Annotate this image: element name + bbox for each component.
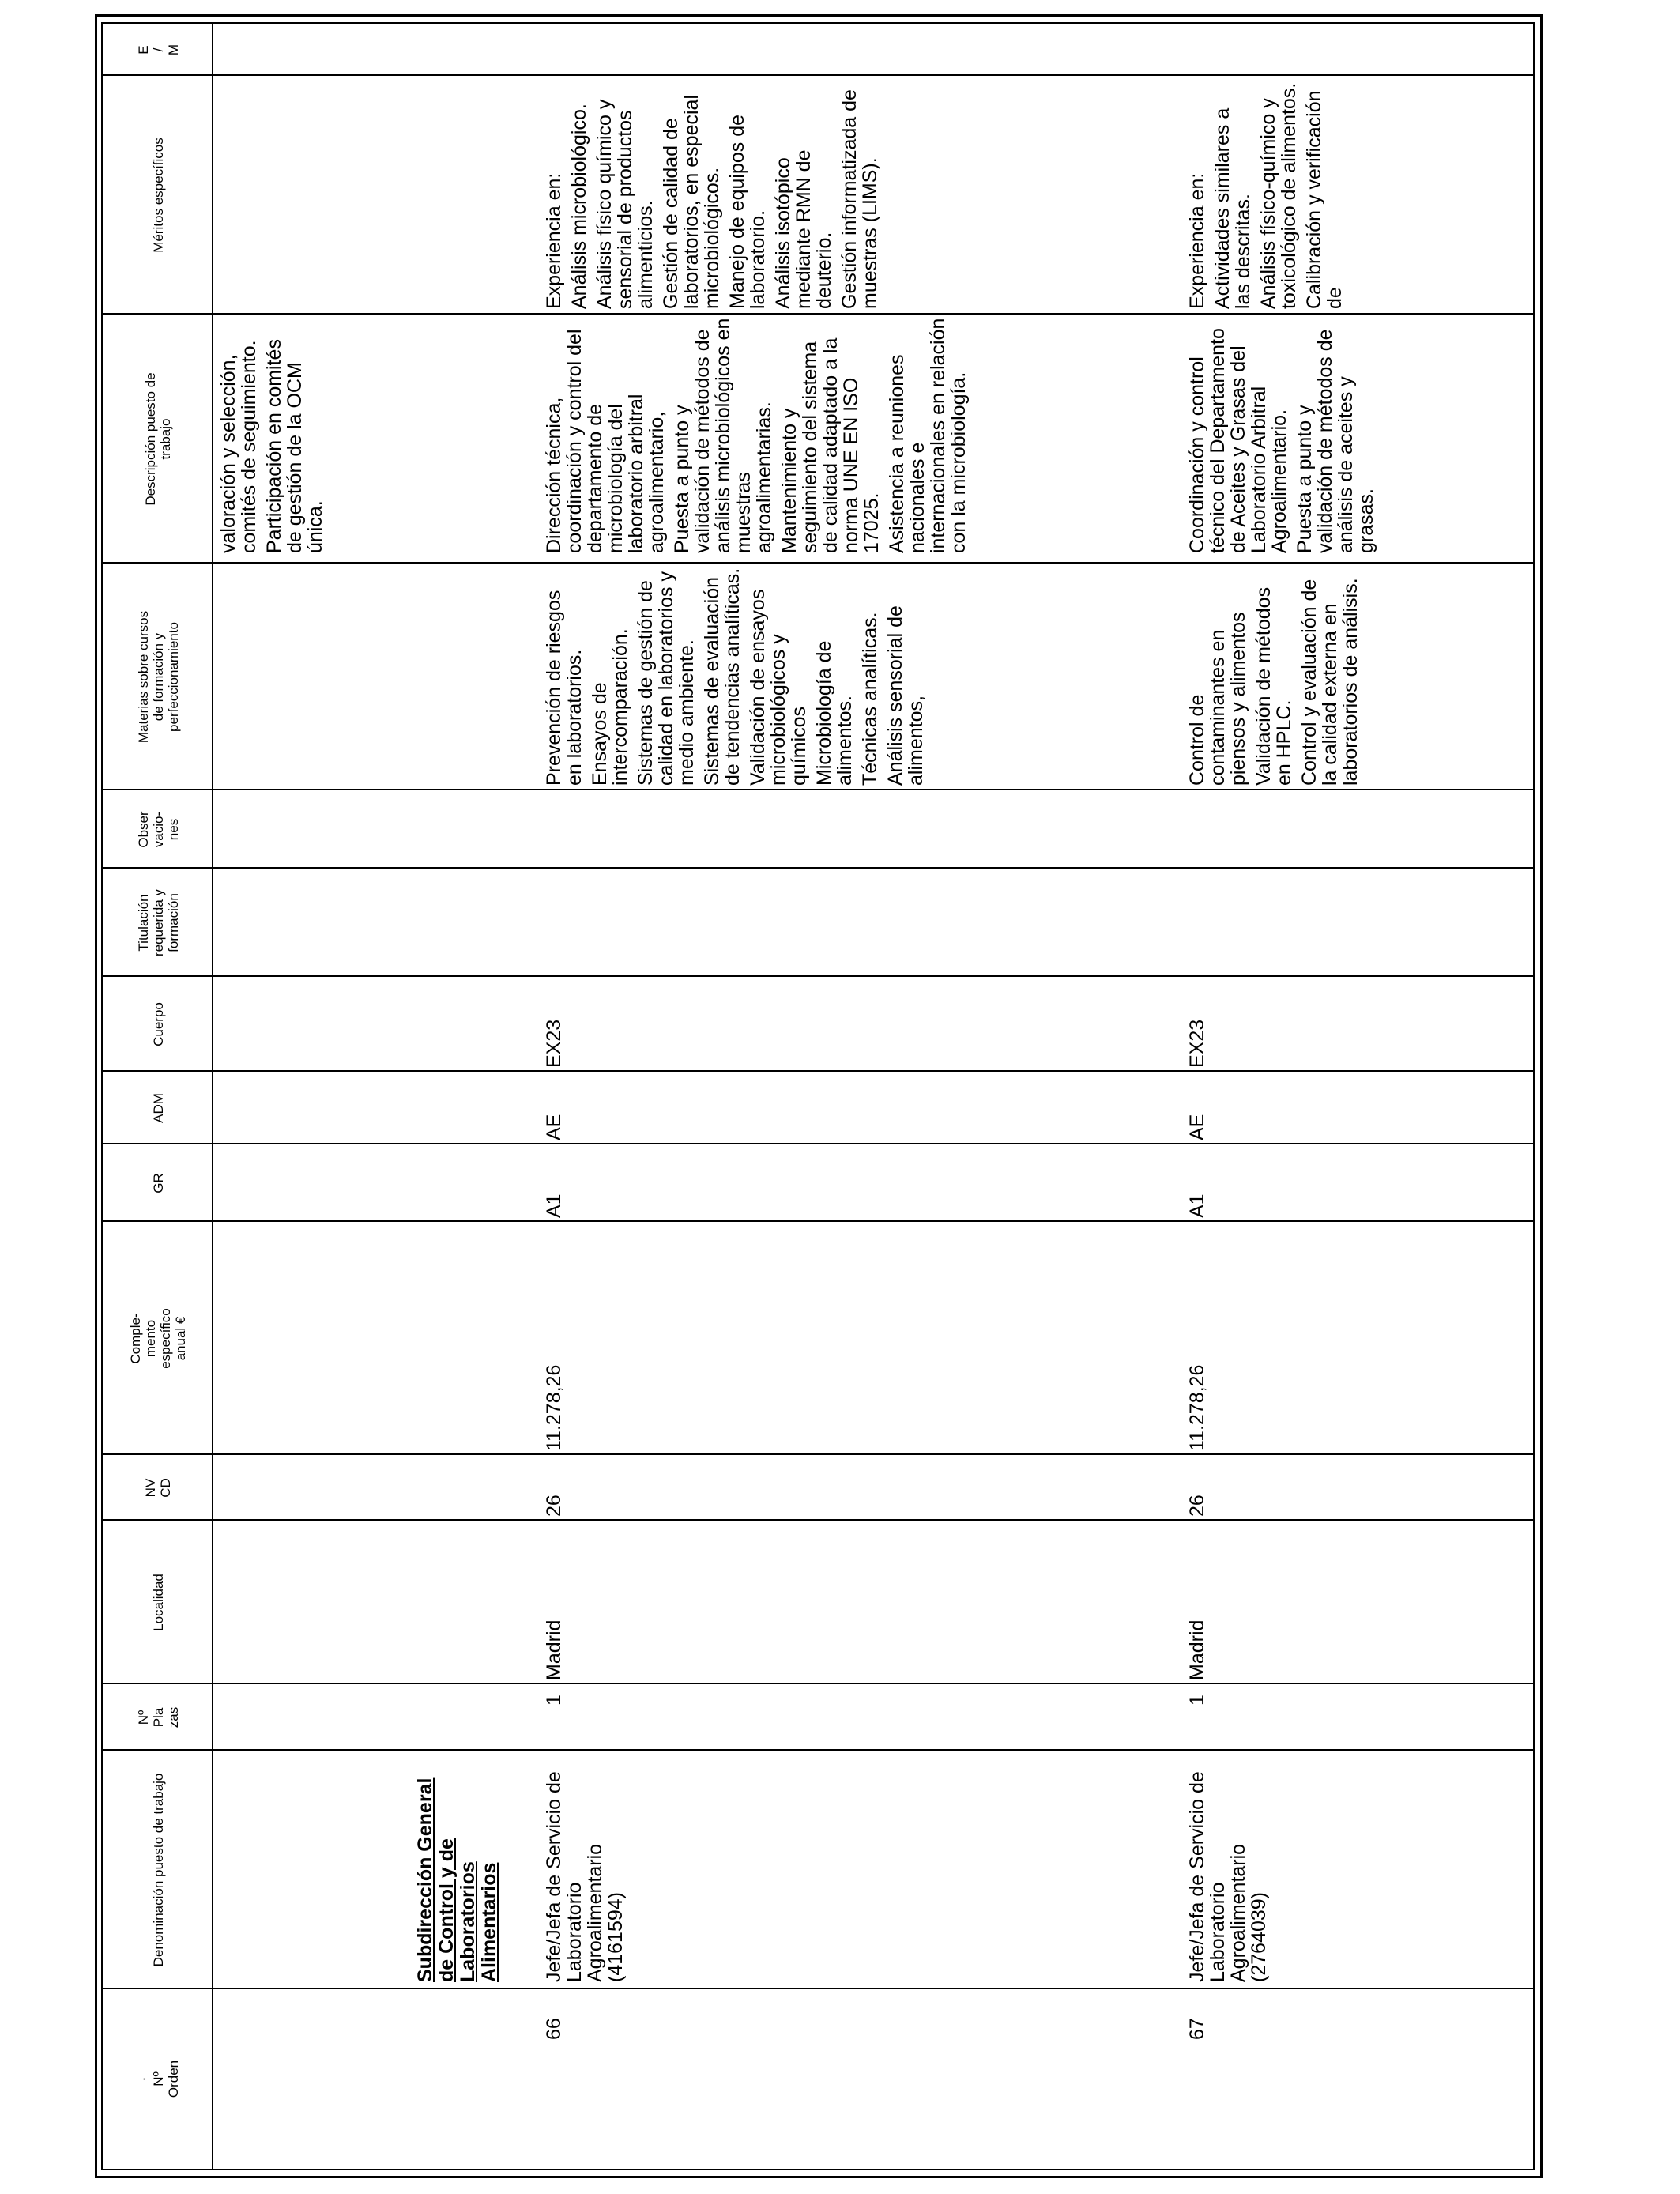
- column-divider: [103, 313, 1533, 315]
- merito-item: Calibración y verificación de: [1303, 90, 1346, 309]
- row67-denominacion: Jefe/Jefa de Servicio de Laboratorio Agroalimentario (2764039): [1186, 1771, 1270, 1982]
- header-descripcion: Descripción puesto de trabajo: [143, 372, 173, 506]
- merito-item: Experiencia en:: [1186, 172, 1208, 309]
- header-materias: Materias sobre cursos de formación y perfeccionamiento: [135, 610, 181, 744]
- merito-item: Gestión de calidad de laboratorios, en especial microbiológicos.: [660, 95, 723, 309]
- column-divider: [103, 1143, 1533, 1144]
- row67-materias: [1187, 566, 1365, 786]
- descripcion-item: Mantenimiento y seguimiento del sistema de calidad adaptado a la norma UNE EN ISO 17025.: [778, 337, 883, 553]
- row67-plazas: 1: [1186, 1695, 1208, 1706]
- descripcion-item: Puesta a punto y validación de métodos de análisis de aceites y grasas.: [1294, 329, 1377, 553]
- materia-item: Sistemas de evaluación de tendencias analíticas.: [701, 567, 744, 786]
- merito-item: Manejo de equipos de laboratorio.: [726, 114, 769, 309]
- merito-item: Análisis isotópico mediante RMN de deuterio.: [772, 149, 835, 309]
- header-orden: · Nº Orden: [135, 2060, 181, 2098]
- column-divider: [103, 1749, 1533, 1751]
- column-divider: [103, 1519, 1533, 1521]
- row66-complemento: 11.278,26: [543, 1364, 565, 1451]
- header-divider: [212, 24, 213, 2169]
- header-plazas: Nº Pla zas: [135, 1706, 181, 1728]
- materia-item: Análisis sensorial de alimentos,: [884, 605, 927, 786]
- row66-materias: [544, 566, 931, 786]
- materia-item: Validación de ensayos microbiológicos y químicos: [747, 589, 810, 786]
- column-divider: [103, 1453, 1533, 1455]
- materia-item: Sistemas de gestión de calidad en laboratorios y medio ambiente.: [635, 571, 698, 786]
- descripcion-item: Coordinación y control técnico del Departamento de Aceites y Grasas del Laboratorio Arbitral Agroalimentario.: [1186, 328, 1290, 553]
- materia-item: Microbiología de alimentos.: [813, 640, 856, 786]
- merito-item: Actividades similares a las descritas.: [1211, 107, 1254, 309]
- column-divider: [103, 789, 1533, 790]
- row67-gr: A1: [1186, 1193, 1208, 1218]
- materia-item: Técnicas analíticas.: [859, 612, 881, 786]
- merito-item: Gestión informatizada de muestras (LIMS).: [838, 89, 881, 309]
- row66-descripcion: [544, 318, 974, 553]
- row67-complemento: 11.278,26: [1186, 1364, 1208, 1451]
- row67-nivel: 26: [1186, 1495, 1208, 1517]
- row67-meritos: [1187, 78, 1350, 309]
- header-nivel: NV CD: [143, 1478, 173, 1498]
- materia-item: Control de contaminantes en piensos y alimentos: [1186, 612, 1249, 786]
- header-complemento: Comple- mento específico anual €: [128, 1308, 188, 1369]
- row67-descripcion: [1187, 318, 1381, 553]
- header-gr: GR: [150, 1173, 166, 1193]
- column-divider: [103, 867, 1533, 869]
- materia-item: Control y evaluación de la calidad externa en laboratorios de análisis.: [1298, 578, 1362, 786]
- column-divider: [103, 1683, 1533, 1684]
- column-divider: [103, 975, 1533, 977]
- header-denominacion: Denominación puesto de trabajo: [150, 1773, 166, 1967]
- header-observaciones: Obser vacio- nes: [135, 811, 181, 848]
- row66-meritos: [544, 78, 885, 309]
- subdireccion-heading: Subdirección General de Control y de Laboratorios Alimentarios: [414, 1777, 500, 1982]
- row66-nivel: 26: [543, 1495, 565, 1517]
- descripcion-item: Puesta a punto y validación de métodos de análisis microbiológicos en muestras agroalimentarias.: [671, 318, 775, 553]
- materia-item: Validación de métodos en HPLC.: [1252, 586, 1295, 786]
- column-divider: [103, 562, 1533, 564]
- merito-item: Análisis físico-químico y toxicológico de alimentos.: [1257, 82, 1300, 309]
- row66-adm: AE: [543, 1114, 565, 1140]
- continuation-descripcion: valoración y selección, comités de seguimiento. Participación en comités de gestión de la OCM única.: [217, 339, 326, 553]
- row66-denominacion: Jefe/Jefa de Servicio de Laboratorio Agroalimentario (4161594): [543, 1771, 627, 1982]
- row66-orden: 66: [543, 2018, 565, 2040]
- descripcion-item: Asistencia a reuniones nacionales e internacionales en relación con la microbiología.: [886, 318, 970, 553]
- row66-plazas: 1: [543, 1695, 565, 1706]
- row67-cuerpo: EX23: [1186, 1019, 1208, 1068]
- header-em: E / M: [135, 43, 181, 56]
- row66-gr: A1: [543, 1193, 565, 1218]
- header-titulacion: Titulación requerida y formación: [135, 888, 181, 957]
- column-divider: [103, 1070, 1533, 1072]
- header-meritos: Méritos específicos: [150, 138, 166, 253]
- row67-adm: AE: [1186, 1114, 1208, 1140]
- header-adm: ADM: [150, 1093, 166, 1123]
- merito-item: Análisis físico químico y sensorial de productos alimenticios.: [593, 99, 657, 309]
- column-divider: [103, 74, 1533, 76]
- materia-item: Prevención de riesgos en laboratorios.: [543, 590, 586, 786]
- header-cuerpo: Cuerpo: [150, 1002, 166, 1046]
- merito-item: Análisis microbiológico.: [568, 104, 590, 309]
- merito-item: Experiencia en:: [543, 172, 565, 309]
- column-divider: [103, 1220, 1533, 1222]
- row67-localidad: Madrid: [1186, 1619, 1208, 1680]
- header-localidad: Localidad: [150, 1574, 166, 1631]
- descripcion-item: Dirección técnica, coordinación y control del departamento de microbiología del laboratorio arbitral agroalimentario,: [543, 329, 668, 553]
- row66-localidad: Madrid: [543, 1619, 565, 1680]
- row67-orden: 67: [1186, 2018, 1208, 2040]
- materia-item: Ensayos de intercomparación.: [589, 628, 631, 786]
- column-divider: [103, 1988, 1533, 1989]
- row66-cuerpo: EX23: [543, 1019, 565, 1068]
